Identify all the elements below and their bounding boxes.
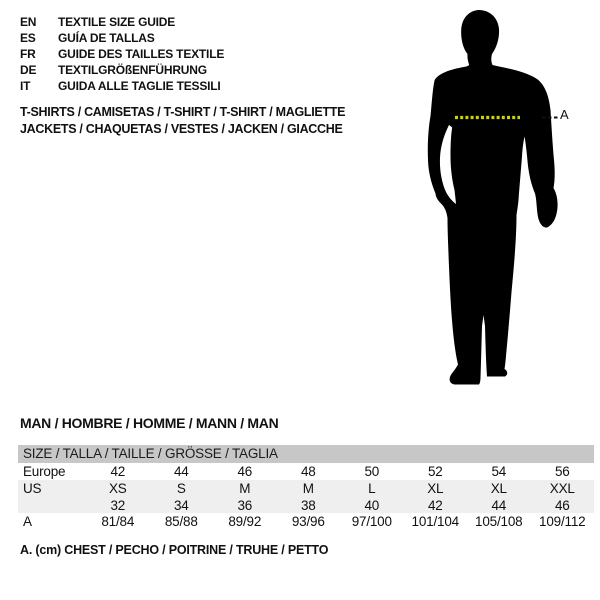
lang-label: TEXTILE SIZE GUIDE [58,15,176,29]
size-cell: 109/112 [539,514,586,529]
size-cell: L [368,481,376,496]
size-cell: 42 [427,497,443,513]
size-cell: 97/100 [351,514,392,529]
size-cell: M [239,481,251,496]
size-cell: 36 [237,497,253,513]
language-list [20,14,224,94]
size-cell: 105/108 [475,514,523,529]
size-row-us [18,480,594,497]
size-table [18,445,594,530]
size-cell: 81/84 [101,514,135,529]
size-cell: 40 [364,497,380,513]
row-label: A [23,514,32,529]
section-title-man: MAN / HOMBRE / HOMME / MANN / MAN [20,415,279,431]
size-cell: M [302,481,314,496]
lang-row-en [20,14,224,30]
size-row-us-numeric [18,497,594,513]
size-cell: 101/104 [411,514,459,529]
size-cell: 89/92 [228,514,262,529]
lang-row-es [20,30,224,46]
size-cell: 46 [237,464,253,479]
size-cell: 56 [554,464,570,479]
size-cell: 48 [300,464,316,479]
garment-line-jackets: JACKETS / CHAQUETAS / VESTES / JACKEN / GIACCHE [20,121,343,136]
size-cell: 54 [491,464,507,479]
man-silhouette-figure [425,8,565,388]
man-silhouette [425,8,565,388]
lang-code: DE [20,63,37,77]
lang-row-de [20,62,224,78]
size-cell: 32 [110,497,126,513]
lang-code: EN [20,15,37,29]
lang-code: FR [20,47,36,61]
lang-label: GUÍA DE TALLAS [58,31,155,45]
size-cell: XS [108,481,127,496]
lang-code: ES [20,31,36,45]
size-cell: 46 [554,497,570,513]
lang-row-it [20,78,224,94]
size-cell: 34 [173,497,189,513]
size-cell: XXL [549,481,575,496]
lang-code: IT [20,79,31,93]
size-cell: 44 [173,464,189,479]
lang-label: GUIDE DES TAILLES TEXTILE [58,47,225,61]
measure-label-a: A [560,107,569,122]
size-row-europe [18,463,594,480]
footnote-chest: A. (cm) CHEST / PECHO / POITRINE / TRUHE / PETTO [20,543,329,557]
size-cell: 50 [364,464,380,479]
lang-label: TEXTILGRÖßENFÜHRUNG [58,63,207,77]
row-label: US [23,481,42,496]
size-table-header: SIZE / TALLA / TAILLE / GRÖSSE / TAGLIA [18,445,594,463]
garment-types [20,104,345,137]
size-cell: 93/96 [291,514,325,529]
man-silhouette-shape [428,10,558,385]
size-row-chest-a [18,513,594,530]
garment-line-tshirts: T-SHIRTS / CAMISETAS / T-SHIRT / T-SHIRT / MAGLIETTE [20,105,346,119]
size-cell: 38 [300,497,316,513]
size-cell: 42 [110,464,126,479]
size-cell: 85/88 [164,514,198,529]
size-cell: XL [427,481,444,496]
lang-row-fr [20,46,224,62]
size-cell: XL [490,481,507,496]
lang-label: GUIDA ALLE TAGLIE TESSILI [58,79,221,93]
size-cell: S [176,481,186,496]
size-cell: 44 [491,497,507,513]
size-cell: 52 [427,464,443,479]
row-label: Europe [23,464,66,479]
